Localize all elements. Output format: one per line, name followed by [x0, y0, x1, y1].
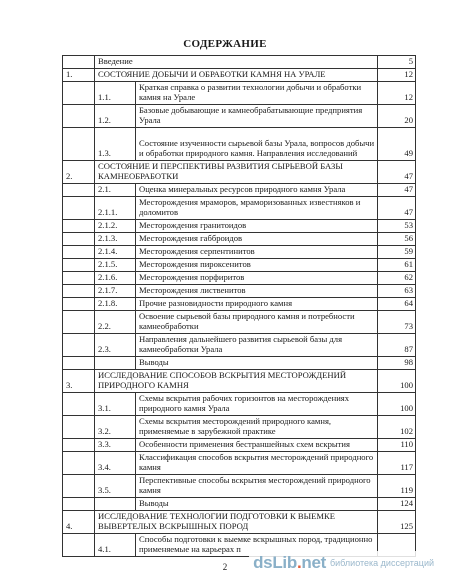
- toc-section-title: Направления дальнейшего развития сырьевой базы для камнеобработки Урала: [136, 334, 378, 357]
- toc-row: [63, 259, 416, 272]
- toc-chapter-number: [63, 105, 95, 128]
- page-title: СОДЕРЖАНИЕ: [183, 38, 267, 50]
- toc-page-number: 20: [378, 105, 416, 128]
- toc-row: [63, 439, 416, 452]
- toc-row: [63, 511, 416, 534]
- toc-chapter-number: [63, 439, 95, 452]
- toc-row: [63, 69, 416, 82]
- toc-chapter-title: СОСТОЯНИЕ И ПЕРСПЕКТИВЫ РАЗВИТИЯ СЫРЬЕВОЙ БАЗЫ КАМНЕОБРАБОТКИ: [95, 161, 378, 184]
- toc-row: [63, 246, 416, 259]
- toc-section-number: 2.1.: [95, 184, 136, 197]
- toc-section-number: 4.1.: [95, 534, 136, 557]
- toc-row: [63, 161, 416, 184]
- toc-row: [63, 128, 416, 161]
- toc-row: [63, 452, 416, 475]
- toc-section-number: [95, 498, 136, 511]
- toc-row: [63, 311, 416, 334]
- toc-section-number: 2.2.: [95, 311, 136, 334]
- toc-row: [63, 498, 416, 511]
- toc-chapter-number: [63, 452, 95, 475]
- toc-chapter-number: [63, 298, 95, 311]
- toc-section-title: Прочие разновидности природного камня: [136, 298, 378, 311]
- toc-chapter-number: [63, 416, 95, 439]
- toc-section-title: Месторождения габброидов: [136, 233, 378, 246]
- toc-page-number: 100: [378, 370, 416, 393]
- toc-section-number: 3.1.: [95, 393, 136, 416]
- toc-section-title: Состояние изученности сырьевой базы Урала, вопросов добычи и обработки природного камня. Направления исследований: [136, 128, 378, 161]
- toc-chapter-number: 2.: [63, 161, 95, 184]
- toc-row: [63, 272, 416, 285]
- toc-chapter-number: [63, 334, 95, 357]
- toc-section-number: 2.1.4.: [95, 246, 136, 259]
- watermark-logo: dsLib.net: [253, 553, 326, 572]
- toc-page-number: 98: [378, 357, 416, 370]
- toc-section-number: 2.1.3.: [95, 233, 136, 246]
- toc-row: [63, 357, 416, 370]
- toc-chapter-number: [63, 259, 95, 272]
- toc-page-number: 53: [378, 220, 416, 233]
- toc-section-number: 3.5.: [95, 475, 136, 498]
- toc-page-number: 73: [378, 311, 416, 334]
- toc-page-number: 100: [378, 393, 416, 416]
- page-number: 2: [222, 562, 228, 572]
- toc-row: [63, 56, 416, 69]
- toc-page-number: 12: [378, 82, 416, 105]
- toc-section-title: Базовые добывающие и камнеобрабатывающие предприятия Урала: [136, 105, 378, 128]
- toc-section-title: Перспективные способы вскрытия месторождений природного камня: [136, 475, 378, 498]
- toc-chapter-number: [63, 475, 95, 498]
- toc-section-number: 1.3.: [95, 128, 136, 161]
- toc-page-number: 56: [378, 233, 416, 246]
- toc-section-title: Месторождения пироксенитов: [136, 259, 378, 272]
- toc-row: [63, 220, 416, 233]
- toc-chapter-number: [63, 82, 95, 105]
- toc-chapter-number: 1.: [63, 69, 95, 82]
- toc-page-number: 125: [378, 511, 416, 534]
- toc-page-number: 12: [378, 69, 416, 82]
- toc-section-number: 2.3.: [95, 334, 136, 357]
- toc-section-title: Классификация способов вскрытия месторождений природного камня: [136, 452, 378, 475]
- toc-row: [63, 184, 416, 197]
- toc-section-number: 2.1.5.: [95, 259, 136, 272]
- toc-chapter-number: [63, 357, 95, 370]
- toc-section-title: Выводы: [136, 498, 378, 511]
- toc-row: [63, 416, 416, 439]
- toc-chapter-title: ИССЛЕДОВАНИЕ ТЕХНОЛОГИИ ПОДГОТОВКИ К ВЫЕМКЕ ВЫВЕРТЕЛЫХ ВСКРЫШНЫХ ПОРОД: [95, 511, 378, 534]
- toc-page-number: 47: [378, 197, 416, 220]
- toc-row: [63, 475, 416, 498]
- toc-section-title: Способы подготовки к выемке вскрышных пород, традиционно применяемые на карьерах п: [136, 534, 378, 557]
- toc-section-number: 3.3.: [95, 439, 136, 452]
- toc-section-title: Особенности применения бестраншейных схем вскрытия: [136, 439, 378, 452]
- toc-section-number: [95, 357, 136, 370]
- toc-page-number: 117: [378, 452, 416, 475]
- toc-section-number: 2.1.7.: [95, 285, 136, 298]
- toc-chapter-number: [63, 56, 95, 69]
- toc-section-number: 2.1.8.: [95, 298, 136, 311]
- toc-chapter-number: [63, 272, 95, 285]
- toc-chapter-title: ИССЛЕДОВАНИЕ СПОСОБОВ ВСКРЫТИЯ МЕСТОРОЖДЕНИЙ ПРИРОДНОГО КАМНЯ: [95, 370, 378, 393]
- toc-section-title: Выводы: [136, 357, 378, 370]
- toc-page-number: 124: [378, 498, 416, 511]
- toc-section-title: Месторождения порфиритов: [136, 272, 378, 285]
- toc-section-title: Освоение сырьевой базы природного камня и потребности камнеобработки: [136, 311, 378, 334]
- table-of-contents: [62, 55, 416, 557]
- toc-chapter-number: 3.: [63, 370, 95, 393]
- toc-section-title: Месторождения серпентинитов: [136, 246, 378, 259]
- toc-page-number: 47: [378, 184, 416, 197]
- toc-chapter-number: [63, 233, 95, 246]
- toc-page-number: 61: [378, 259, 416, 272]
- toc-row: [63, 334, 416, 357]
- toc-page-number: 59: [378, 246, 416, 259]
- toc-section-title: Краткая справка о развитии технологии добычи и обработки камня на Урале: [136, 82, 378, 105]
- toc-page-number: 47: [378, 161, 416, 184]
- toc-chapter-number: [63, 128, 95, 161]
- toc-row: [63, 298, 416, 311]
- toc-section-title: Месторождения мраморов, мраморизованных известняков и доломитов: [136, 197, 378, 220]
- toc-section-number: 2.1.1.: [95, 197, 136, 220]
- toc-page-number: 62: [378, 272, 416, 285]
- toc-page-number: 87: [378, 334, 416, 357]
- toc-row: [63, 370, 416, 393]
- dslib-watermark: [249, 551, 438, 575]
- toc-row: [63, 105, 416, 128]
- toc-row: [63, 233, 416, 246]
- toc-page-number: 5: [378, 56, 416, 69]
- toc-chapter-number: [63, 197, 95, 220]
- toc-row: [63, 285, 416, 298]
- toc-chapter-number: [63, 285, 95, 298]
- toc-page-number: 64: [378, 298, 416, 311]
- toc-chapter-number: [63, 393, 95, 416]
- toc-chapter-number: [63, 184, 95, 197]
- toc-chapter-number: [63, 220, 95, 233]
- toc-page-number: 119: [378, 475, 416, 498]
- toc-page-number: 63: [378, 285, 416, 298]
- toc-section-title: Схемы вскрытия рабочих горизонтов на месторождениях природного камня Урала: [136, 393, 378, 416]
- toc-section-number: 2.1.6.: [95, 272, 136, 285]
- toc-section-title: Оценка минеральных ресурсов природного камня Урала: [136, 184, 378, 197]
- toc-row: [63, 197, 416, 220]
- toc-chapter-number: [63, 311, 95, 334]
- toc-section-title: Месторождения лиственитов: [136, 285, 378, 298]
- toc-page-number: 49: [378, 128, 416, 161]
- toc-row: [63, 393, 416, 416]
- watermark-tagline: библиотека диссертаций: [329, 558, 434, 568]
- toc-section-number: 2.1.2.: [95, 220, 136, 233]
- toc-chapter-title: СОСТОЯНИЕ ДОБЫЧИ И ОБРАБОТКИ КАМНЯ НА УРАЛЕ: [95, 69, 378, 82]
- toc-section-title: Месторождения гранитоидов: [136, 220, 378, 233]
- toc-chapter-number: 4.: [63, 511, 95, 534]
- toc-row: [63, 82, 416, 105]
- toc-section-number: 3.4.: [95, 452, 136, 475]
- toc-section-title: Схемы вскрытия месторождений природного камня, применяемые в зарубежной практике: [136, 416, 378, 439]
- toc-chapter-title: Введение: [95, 56, 378, 69]
- toc-chapter-number: [63, 246, 95, 259]
- toc-section-number: 3.2.: [95, 416, 136, 439]
- toc-page-number: 110: [378, 439, 416, 452]
- toc-chapter-number: [63, 534, 95, 557]
- toc-section-number: 1.1.: [95, 82, 136, 105]
- toc-page-number: 102: [378, 416, 416, 439]
- toc-section-number: 1.2.: [95, 105, 136, 128]
- toc-chapter-number: [63, 498, 95, 511]
